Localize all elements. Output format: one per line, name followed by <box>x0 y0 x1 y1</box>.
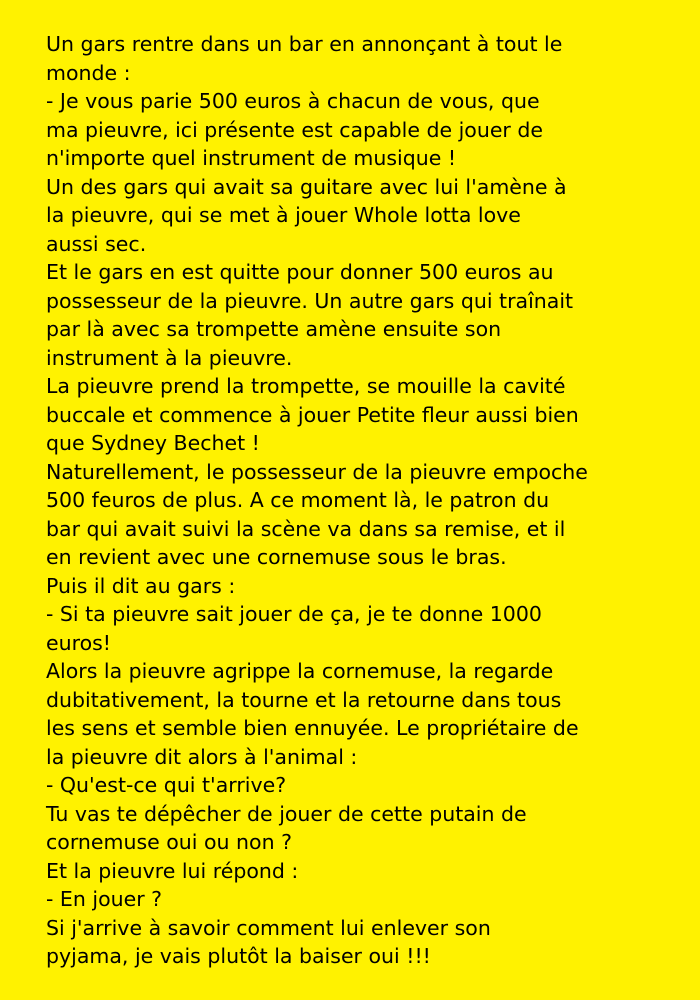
joke-line: que Sydney Bechet ! <box>46 431 260 455</box>
joke-line: Un gars rentre dans un bar en annonçant à tout le <box>46 32 563 56</box>
joke-line: cornemuse oui ou non ? <box>46 830 292 854</box>
joke-text <box>46 30 672 971</box>
joke-line: possesseur de la pieuvre. Un autre gars qui traînait <box>46 288 574 313</box>
joke-line: Tu vas te dépêcher de jouer de cette putain de <box>46 801 527 826</box>
joke-line: euros! <box>46 630 112 655</box>
joke-line: Naturellement, le possesseur de la pieuvre empoche <box>46 459 588 484</box>
joke-line: pyjama, je vais plutôt la baiser oui !!! <box>46 944 431 968</box>
joke-line: la pieuvre, qui se met à jouer Whole lotta love <box>46 203 521 227</box>
joke-line: La pieuvre prend la trompette, se mouille la cavité <box>46 374 566 398</box>
joke-line: la pieuvre dit alors à l'animal : <box>46 744 358 769</box>
joke-line: 500 feuros de plus. A ce moment là, le patron du <box>46 488 550 512</box>
joke-line: Un des gars qui avait sa guitare avec lui l'amène à <box>46 174 567 199</box>
joke-line: ma pieuvre, ici présente est capable de jouer de <box>46 117 543 142</box>
joke-line: dubitativement, la tourne et la retourne dans tous <box>46 687 562 712</box>
joke-line: par là avec sa trompette amène ensuite son <box>46 317 502 341</box>
joke-line: les sens et semble bien ennuyée. Le propriétaire de <box>46 716 579 740</box>
joke-line: - Si ta pieuvre sait jouer de ça, je te donne 1000 <box>46 602 542 626</box>
joke-line: Puis il dit au gars : <box>46 573 236 598</box>
joke-line: bar qui avait suivi la scène va dans sa remise, et il <box>46 516 566 541</box>
joke-line: - En jouer ? <box>46 887 163 911</box>
joke-line: buccale et commence à jouer Petite fleur aussi bien <box>46 402 579 427</box>
joke-line: aussi sec. <box>46 231 147 256</box>
joke-line: - Qu'est-ce qui t'arrive? <box>46 773 287 797</box>
joke-line: Et le gars en est quitte pour donner 500 euros au <box>46 260 554 284</box>
joke-line: - Je vous parie 500 euros à chacun de vous, que <box>46 89 540 113</box>
joke-line: instrument à la pieuvre. <box>46 345 293 370</box>
joke-line: Et la pieuvre lui répond : <box>46 858 299 883</box>
joke-line: en revient avec une cornemuse sous le bras. <box>46 545 507 569</box>
joke-line: Si j'arrive à savoir comment lui enlever son <box>46 915 491 940</box>
joke-line: n'importe quel instrument de musique ! <box>46 146 457 170</box>
joke-line: Alors la pieuvre agrippe la cornemuse, la regarde <box>46 659 554 683</box>
joke-line: monde : <box>46 60 131 85</box>
